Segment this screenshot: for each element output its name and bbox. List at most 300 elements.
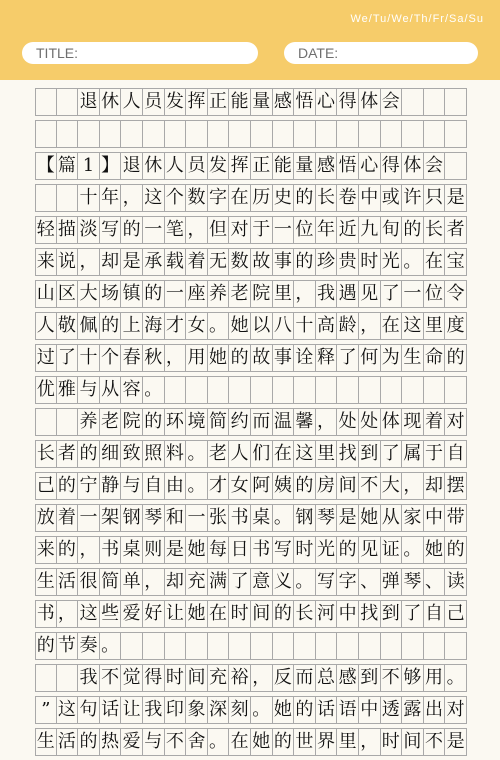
grid-cell: 房 — [316, 473, 338, 499]
grid-row — [35, 344, 467, 372]
grid-cell: 不 — [381, 665, 403, 691]
grid-cell: 总 — [316, 665, 338, 691]
grid-cell: 用 — [186, 345, 208, 371]
grid-cell: ， — [316, 409, 338, 435]
grid-cell — [445, 633, 467, 659]
grid-cell: 读 — [445, 569, 467, 595]
grid-cell — [100, 121, 122, 147]
grid-cell: 的 — [35, 633, 57, 659]
grid-cell: 场 — [100, 281, 122, 307]
grid-cell: 长 — [35, 441, 57, 467]
grid-cell: 的 — [273, 601, 295, 627]
grid-cell: 河 — [316, 601, 338, 627]
grid-cell — [337, 121, 359, 147]
grid-cell: 带 — [445, 505, 467, 531]
grid-cell — [57, 121, 79, 147]
grid-cell — [229, 121, 251, 147]
grid-cell: 却 — [424, 473, 446, 499]
grid-cell — [208, 121, 230, 147]
grid-cell: 的 — [445, 537, 467, 563]
grid-cell: 们 — [251, 441, 273, 467]
grid-cell: 。 — [100, 633, 122, 659]
grid-cell: 女 — [229, 473, 251, 499]
grid-cell — [359, 633, 381, 659]
grid-cell: 书 — [35, 601, 57, 627]
grid-cell: 贵 — [337, 249, 359, 275]
grid-cell: 与 — [143, 729, 165, 755]
grid-cell: 人 — [121, 89, 143, 115]
grid-cell — [316, 121, 338, 147]
grid-cell: 得 — [143, 665, 165, 691]
grid-cell: 充 — [208, 665, 230, 691]
grid-cell: 员 — [143, 89, 165, 115]
grid-cell: 时 — [294, 537, 316, 563]
grid-cell: 里 — [273, 281, 295, 307]
grid-cell: 琴 — [402, 569, 424, 595]
grid-cell: 很 — [78, 569, 100, 595]
grid-cell: 话 — [100, 697, 122, 723]
grid-cell: 的 — [294, 249, 316, 275]
grid-cell — [381, 377, 403, 403]
grid-cell: 老 — [229, 281, 251, 307]
grid-cell — [121, 633, 143, 659]
grid-cell — [165, 377, 187, 403]
grid-cell: 位 — [424, 281, 446, 307]
grid-cell: 在 — [424, 249, 446, 275]
grid-cell: 大 — [381, 473, 403, 499]
grid-cell: 我 — [78, 665, 100, 691]
grid-cell: 。 — [402, 249, 424, 275]
grid-cell: 这 — [294, 441, 316, 467]
title-label: TITLE: — [36, 45, 79, 61]
grid-cell: 象 — [186, 697, 208, 723]
grid-cell: 是 — [337, 505, 359, 531]
grid-cell: ， — [402, 473, 424, 499]
grid-cell: 人 — [165, 153, 187, 179]
grid-cell: 约 — [229, 409, 251, 435]
grid-cell: 义 — [273, 569, 295, 595]
grid-cell: 她 — [359, 505, 381, 531]
grid-cell: 能 — [273, 153, 295, 179]
grid-cell: 一 — [273, 217, 295, 243]
grid-cell: 正 — [208, 89, 230, 115]
grid-cell: 优 — [35, 377, 57, 403]
grid-cell: 热 — [100, 729, 122, 755]
grid-cell: 界 — [316, 729, 338, 755]
grid-cell: 【 — [35, 153, 57, 179]
grid-cell — [337, 633, 359, 659]
grid-cell: 用 — [424, 665, 446, 691]
grid-cell: 日 — [229, 537, 251, 563]
grid-cell: 上 — [121, 313, 143, 339]
grid-cell: 度 — [445, 313, 467, 339]
grid-cell: 的 — [143, 281, 165, 307]
grid-cell: 心 — [359, 153, 381, 179]
grid-cell: 人 — [35, 313, 57, 339]
grid-cell: 敬 — [57, 313, 79, 339]
grid-cell: 笔 — [165, 217, 187, 243]
grid-cell: 爱 — [121, 729, 143, 755]
grid-cell: 但 — [208, 217, 230, 243]
grid-cell: 休 — [143, 153, 165, 179]
grid-cell: 体 — [381, 409, 403, 435]
grid-cell: 句 — [78, 697, 100, 723]
grid-cell: 。 — [445, 665, 467, 691]
grid-row — [35, 216, 467, 244]
grid-cell: 八 — [273, 313, 295, 339]
grid-cell: 能 — [229, 89, 251, 115]
grid-cell — [273, 121, 295, 147]
grid-cell: 阿 — [251, 473, 273, 499]
grid-row — [35, 408, 467, 436]
grid-cell — [337, 377, 359, 403]
grid-cell: 字 — [208, 185, 230, 211]
grid-cell: 事 — [273, 345, 295, 371]
grid-cell: 自 — [143, 473, 165, 499]
grid-cell: 她 — [273, 697, 295, 723]
grid-cell: 。 — [251, 697, 273, 723]
grid-cell: 了 — [381, 441, 403, 467]
grid-cell — [445, 89, 467, 115]
grid-cell: ， — [359, 729, 381, 755]
grid-row — [35, 120, 467, 148]
grid-cell: 悟 — [337, 153, 359, 179]
grid-row — [35, 376, 467, 404]
grid-cell — [445, 153, 467, 179]
grid-cell: 语 — [337, 697, 359, 723]
grid-cell: 篇 — [57, 153, 79, 179]
grid-cell: 证 — [381, 537, 403, 563]
grid-cell: 】 — [100, 153, 122, 179]
grid-cell: 命 — [424, 345, 446, 371]
grid-cell: 与 — [78, 377, 100, 403]
grid-cell: 深 — [208, 697, 230, 723]
grid-cell: 张 — [208, 505, 230, 531]
grid-cell: 历 — [251, 185, 273, 211]
grid-cell — [251, 121, 273, 147]
grid-cell: 话 — [316, 697, 338, 723]
grid-cell: 事 — [273, 249, 295, 275]
grid-cell: 量 — [251, 89, 273, 115]
grid-cell: 。 — [208, 313, 230, 339]
grid-cell — [57, 89, 79, 115]
grid-cell: 己 — [445, 601, 467, 627]
grid-cell: 长 — [294, 601, 316, 627]
grid-cell: 来 — [35, 249, 57, 275]
grid-cell: 年 — [316, 217, 338, 243]
grid-cell: 对 — [445, 409, 467, 435]
grid-cell: 间 — [402, 729, 424, 755]
grid-cell: 觉 — [121, 665, 143, 691]
grid-cell: 间 — [186, 665, 208, 691]
grid-cell: 。 — [294, 569, 316, 595]
grid-cell — [445, 121, 467, 147]
grid-cell: 宝 — [445, 249, 467, 275]
grid-row — [35, 664, 467, 692]
grid-cell — [165, 633, 187, 659]
grid-cell: 活 — [57, 729, 79, 755]
weekday-selector[interactable]: We/Tu/We/Th/Fr/Sa/Su — [350, 13, 484, 25]
grid-cell — [294, 377, 316, 403]
grid-cell: 休 — [100, 89, 122, 115]
grid-cell: 数 — [229, 249, 251, 275]
grid-cell: 的 — [78, 441, 100, 467]
grid-cell: 载 — [165, 249, 187, 275]
grid-cell: 的 — [294, 185, 316, 211]
grid-cell — [424, 121, 446, 147]
grid-cell: 钢 — [121, 505, 143, 531]
grid-cell: 了 — [337, 345, 359, 371]
grid-cell: 裕 — [229, 665, 251, 691]
grid-cell: 桌 — [251, 505, 273, 531]
title-field[interactable] — [22, 42, 258, 64]
grid-cell: 致 — [121, 441, 143, 467]
grid-cell: 于 — [251, 217, 273, 243]
grid-cell: 承 — [143, 249, 165, 275]
grid-row — [35, 280, 467, 308]
grid-cell: 间 — [337, 473, 359, 499]
grid-cell: 人 — [229, 441, 251, 467]
grid-cell — [186, 633, 208, 659]
grid-row — [35, 632, 467, 660]
grid-cell — [35, 89, 57, 115]
grid-cell: 一 — [143, 217, 165, 243]
grid-cell — [229, 377, 251, 403]
grid-cell: 为 — [381, 345, 403, 371]
grid-cell: ， — [186, 217, 208, 243]
grid-cell — [359, 377, 381, 403]
grid-cell: 个 — [100, 345, 122, 371]
grid-cell: 她 — [251, 729, 273, 755]
grid-cell: 在 — [229, 729, 251, 755]
grid-cell — [424, 633, 446, 659]
grid-cell: 旬 — [381, 217, 403, 243]
grid-cell: 以 — [251, 313, 273, 339]
grid-cell: 我 — [316, 281, 338, 307]
grid-cell: 退 — [78, 89, 100, 115]
grid-cell: 透 — [381, 697, 403, 723]
grid-cell: 桌 — [121, 537, 143, 563]
grid-row — [35, 504, 467, 532]
grid-cell — [402, 377, 424, 403]
grid-cell: ， — [143, 569, 165, 595]
grid-row — [35, 472, 467, 500]
grid-cell: 在 — [381, 313, 403, 339]
grid-cell: 光 — [316, 537, 338, 563]
grid-cell: 轻 — [35, 217, 57, 243]
grid-cell: 的 — [121, 217, 143, 243]
grid-row — [35, 312, 467, 340]
grid-cell: 养 — [208, 281, 230, 307]
grid-cell: 间 — [251, 601, 273, 627]
grid-cell: 十 — [78, 345, 100, 371]
grid-cell: 。 — [273, 505, 295, 531]
grid-cell: 的 — [402, 217, 424, 243]
grid-row — [35, 440, 467, 468]
grid-cell: 境 — [186, 409, 208, 435]
grid-cell: 己 — [35, 473, 57, 499]
grid-cell: 生 — [35, 569, 57, 595]
grid-row — [35, 248, 467, 276]
grid-cell: 放 — [35, 505, 57, 531]
grid-cell: 卷 — [337, 185, 359, 211]
grid-cell: 诠 — [294, 345, 316, 371]
grid-cell: 活 — [57, 569, 79, 595]
grid-cell: 里 — [337, 729, 359, 755]
grid-cell: 里 — [316, 441, 338, 467]
grid-cell: 由 — [165, 473, 187, 499]
grid-row — [35, 568, 467, 596]
grid-cell: 在 — [229, 185, 251, 211]
grid-cell: 时 — [165, 665, 187, 691]
grid-cell: 这 — [78, 601, 100, 627]
grid-cell: 许 — [402, 185, 424, 211]
grid-cell: 现 — [402, 409, 424, 435]
date-field[interactable] — [284, 42, 478, 64]
grid-cell: 的 — [57, 473, 79, 499]
grid-cell: 弹 — [381, 569, 403, 595]
grid-cell: 令 — [445, 281, 467, 307]
grid-cell — [186, 377, 208, 403]
grid-cell — [57, 185, 79, 211]
grid-cell: 了 — [381, 281, 403, 307]
grid-cell: 世 — [294, 729, 316, 755]
grid-cell: 一 — [165, 281, 187, 307]
grid-cell: 细 — [100, 441, 122, 467]
grid-cell: 座 — [186, 281, 208, 307]
grid-cell: 、 — [359, 569, 381, 595]
grid-row — [35, 88, 467, 116]
grid-cell — [316, 633, 338, 659]
grid-cell: 自 — [424, 601, 446, 627]
grid-cell: 自 — [445, 441, 467, 467]
grid-cell: 时 — [381, 729, 403, 755]
grid-row — [35, 696, 467, 724]
grid-cell: 的 — [143, 409, 165, 435]
grid-cell: 了 — [402, 601, 424, 627]
grid-cell: 的 — [229, 345, 251, 371]
grid-cell: 字 — [337, 569, 359, 595]
grid-cell: 她 — [186, 601, 208, 627]
grid-cell: 女 — [186, 313, 208, 339]
grid-cell: ， — [78, 249, 100, 275]
grid-cell: 而 — [294, 665, 316, 691]
grid-cell: 这 — [402, 313, 424, 339]
grid-cell: 得 — [381, 153, 403, 179]
grid-cell — [445, 377, 467, 403]
grid-cell: 到 — [359, 665, 381, 691]
grid-cell: 会 — [381, 89, 403, 115]
grid-cell: 不 — [359, 473, 381, 499]
grid-cell: 她 — [229, 313, 251, 339]
grid-cell: 是 — [121, 249, 143, 275]
grid-cell — [208, 633, 230, 659]
grid-cell: 十 — [294, 313, 316, 339]
grid-cell: 却 — [100, 249, 122, 275]
grid-cell: 舍 — [186, 729, 208, 755]
grid-cell: 员 — [186, 153, 208, 179]
grid-cell: 体 — [359, 89, 381, 115]
grid-cell: 着 — [186, 249, 208, 275]
grid-cell: 挥 — [186, 89, 208, 115]
grid-cell — [316, 377, 338, 403]
grid-cell: 写 — [273, 537, 295, 563]
grid-cell: 充 — [186, 569, 208, 595]
grid-cell: 的 — [445, 345, 467, 371]
grid-cell — [208, 377, 230, 403]
grid-cell: 着 — [424, 409, 446, 435]
grid-cell: 会 — [424, 153, 446, 179]
grid-cell — [402, 633, 424, 659]
grid-cell: 里 — [424, 313, 446, 339]
grid-cell: 处 — [337, 409, 359, 435]
grid-cell: 故 — [251, 249, 273, 275]
grid-cell: 是 — [165, 537, 187, 563]
grid-cell: 写 — [100, 217, 122, 243]
grid-cell: 光 — [381, 249, 403, 275]
grid-cell: 一 — [78, 505, 100, 531]
grid-cell: 过 — [35, 345, 57, 371]
grid-cell: 数 — [186, 185, 208, 211]
grid-cell — [35, 185, 57, 211]
grid-cell — [165, 121, 187, 147]
grid-cell — [424, 89, 446, 115]
grid-cell — [186, 121, 208, 147]
grid-cell: 悟 — [294, 89, 316, 115]
grid-row — [35, 184, 467, 212]
grid-cell: 见 — [359, 537, 381, 563]
grid-cell: 是 — [445, 185, 467, 211]
grid-cell: 不 — [100, 665, 122, 691]
grid-cell — [273, 633, 295, 659]
grid-cell: 近 — [337, 217, 359, 243]
grid-cell: 奏 — [78, 633, 100, 659]
grid-cell: 不 — [165, 729, 187, 755]
grid-cell — [251, 633, 273, 659]
grid-cell: 九 — [359, 217, 381, 243]
grid-cell — [78, 121, 100, 147]
grid-cell: 位 — [294, 217, 316, 243]
grid-cell: 。 — [186, 473, 208, 499]
grid-cell: 说 — [57, 249, 79, 275]
grid-cell: 中 — [359, 697, 381, 723]
grid-cell: 照 — [143, 441, 165, 467]
grid-cell: 雅 — [57, 377, 79, 403]
grid-cell: 简 — [100, 569, 122, 595]
grid-cell — [402, 121, 424, 147]
grid-cell: 无 — [208, 249, 230, 275]
grid-cell: 养 — [78, 409, 100, 435]
grid-cell — [35, 121, 57, 147]
grid-cell: 挥 — [229, 153, 251, 179]
grid-cell: 处 — [359, 409, 381, 435]
grid-cell — [424, 377, 446, 403]
grid-cell: ” — [35, 697, 57, 723]
grid-cell: 在 — [208, 601, 230, 627]
grid-cell: 架 — [100, 505, 122, 531]
grid-cell: 的 — [294, 473, 316, 499]
grid-cell: 从 — [100, 377, 122, 403]
grid-cell — [57, 409, 79, 435]
grid-cell — [143, 633, 165, 659]
grid-cell: 容 — [121, 377, 143, 403]
grid-cell: 春 — [121, 345, 143, 371]
grid-cell: 馨 — [294, 409, 316, 435]
grid-cell: 海 — [143, 313, 165, 339]
grid-cell: 她 — [208, 345, 230, 371]
date-label: DATE: — [298, 45, 339, 61]
grid-cell: 老 — [208, 441, 230, 467]
